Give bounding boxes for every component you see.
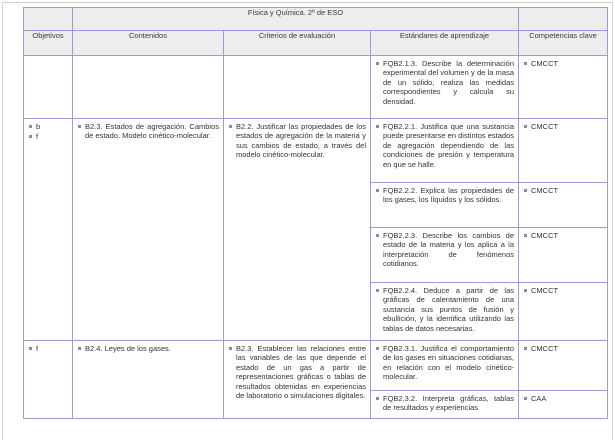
list-item bbox=[523, 59, 603, 68]
cell-estandar-clipped bbox=[371, 391, 519, 419]
objetivo-label: f bbox=[36, 132, 39, 142]
objetivo-label: b bbox=[36, 122, 41, 131]
list-item bbox=[28, 344, 68, 353]
list-item bbox=[28, 132, 68, 141]
estandar-text: FQB2.3.2. Interpreta gráficas, tablas de resultados y experiencias bbox=[383, 394, 514, 413]
estandar-text: FQB2.1.3. Describe la determinación experimental del volumen y de la masa de un sólido, realiza las medidas correspondientes y calcula su densidad. bbox=[383, 59, 514, 106]
list-item bbox=[77, 122, 219, 141]
competencia-label: CMCCT bbox=[531, 186, 559, 195]
list-item bbox=[523, 344, 603, 353]
list-item bbox=[523, 286, 603, 295]
list-item bbox=[375, 122, 514, 169]
cell-criterios bbox=[224, 341, 371, 419]
criterio-text: B2.2. Justificar las propiedades de los estados de agregación de la materia y sus cambios de estado, a través del modelo cinético-molecular. bbox=[236, 122, 366, 160]
bullet-icon bbox=[376, 347, 379, 350]
bullet-icon bbox=[29, 135, 32, 138]
cell-contenidos-empty bbox=[73, 56, 224, 119]
list-item bbox=[228, 344, 366, 400]
curriculum-table bbox=[23, 7, 608, 419]
objetivo-label: f bbox=[36, 344, 39, 353]
column-header-estandares: Estándares de aprendizaje bbox=[371, 31, 519, 56]
cell-estandar bbox=[371, 341, 519, 391]
bullet-icon bbox=[376, 397, 379, 400]
competencia-label: CMCCT bbox=[531, 122, 559, 131]
cell-estandar bbox=[371, 283, 519, 341]
bullet-icon bbox=[376, 125, 379, 128]
cell-competencia bbox=[519, 228, 608, 283]
list-item bbox=[523, 122, 603, 131]
list-item bbox=[375, 286, 514, 333]
bullet-icon bbox=[524, 234, 527, 237]
contenido-text: B2.4. Leyes de los gases. bbox=[85, 344, 171, 353]
cell-estandar bbox=[371, 183, 519, 228]
cell-criterios bbox=[224, 119, 371, 341]
list-item bbox=[28, 122, 68, 131]
cell-objetivos-empty bbox=[24, 56, 73, 119]
column-header-contenidos: Contenidos bbox=[73, 31, 224, 56]
list-item bbox=[375, 231, 514, 269]
list-item bbox=[523, 231, 603, 240]
cell-objetivos bbox=[24, 341, 73, 419]
list-item bbox=[523, 186, 603, 195]
cell-criterios-empty bbox=[224, 56, 371, 119]
estandar-text: FQB2.2.1. Justifica que una sustancia puede presentarse en distintos estados de agregación dependiendo de las condiciones de presión y temperatura en que se halle. bbox=[383, 122, 514, 169]
bullet-icon bbox=[376, 62, 379, 65]
bullet-icon bbox=[524, 347, 527, 350]
estandar-text: FQB2.2.4. Deduce a partir de las gráficas de calentamiento de una sustancia sus puntos de fusión y ebullición, y la identifica utilizando las tablas de datos necesarias. bbox=[383, 286, 514, 333]
bullet-icon bbox=[229, 125, 232, 128]
header-corner-right bbox=[519, 8, 608, 31]
cell-contenidos bbox=[73, 341, 224, 419]
competencia-label: CMCCT bbox=[531, 231, 559, 240]
list-item bbox=[375, 59, 514, 106]
bullet-icon bbox=[524, 289, 527, 292]
bullet-icon bbox=[229, 347, 232, 350]
estandar-text: FQB2.3.1. Justifica el comportamiento de los gases en situaciones cotidianas, en relación con el modelo cinético-molecular. bbox=[383, 344, 514, 382]
cell-estandar bbox=[371, 56, 519, 119]
criterio-text: B2.3. Establecer las relaciones entre las variables de las que depende el estado de un gas a partir de representaciones gráficas o tablas de resultados obtenidas en experiencias de laboratorio o simulaciones digitales. bbox=[236, 344, 366, 401]
contenido-text: B2.3. Estados de agregación. Cambios de estado. Modelo cinético-molecular. bbox=[85, 122, 219, 141]
bullet-icon bbox=[29, 347, 32, 350]
cell-estandar bbox=[371, 119, 519, 183]
cell-competencia bbox=[519, 283, 608, 341]
column-header-criterios: Criterios de evaluación bbox=[224, 31, 371, 56]
bullet-icon bbox=[29, 125, 32, 128]
bullet-icon bbox=[524, 397, 527, 400]
bullet-icon bbox=[376, 234, 379, 237]
column-header-objetivos: Objetivos bbox=[24, 31, 73, 56]
estandar-text: FQB2.2.3. Describe los cambios de estado de la materia y los aplica a la interpretación de fenómenos cotidianos. bbox=[383, 231, 514, 269]
bullet-icon bbox=[524, 125, 527, 128]
bullet-icon bbox=[78, 125, 81, 128]
bullet-icon bbox=[524, 62, 527, 65]
cell-contenidos bbox=[73, 119, 224, 341]
competencia-label: CMCCT bbox=[531, 344, 559, 353]
list-item bbox=[523, 394, 603, 403]
bullet-icon bbox=[524, 189, 527, 192]
cell-competencia bbox=[519, 341, 608, 391]
competencia-label: CMCCT bbox=[531, 286, 559, 295]
cell-objetivos bbox=[24, 119, 73, 341]
bullet-icon bbox=[78, 347, 81, 350]
list-item bbox=[77, 344, 219, 353]
list-item bbox=[375, 344, 514, 382]
cell-competencia bbox=[519, 391, 608, 419]
bullet-icon bbox=[376, 189, 379, 192]
cell-estandar bbox=[371, 228, 519, 283]
table-title: Física y Química. 2º de ESO bbox=[73, 8, 519, 31]
list-item bbox=[375, 186, 514, 205]
header-corner-left bbox=[24, 8, 73, 31]
column-header-competencias: Competencias clave bbox=[519, 31, 608, 56]
list-item bbox=[228, 122, 366, 160]
cell-competencia bbox=[519, 56, 608, 119]
cell-competencia bbox=[519, 119, 608, 183]
competencia-label: CAA bbox=[531, 394, 547, 403]
competencia-label: CMCCT bbox=[531, 59, 559, 68]
cell-competencia bbox=[519, 183, 608, 228]
estandar-text: FQB2.2.2. Explica las propiedades de los gases, los líquidos y los sólidos. bbox=[383, 186, 514, 205]
list-item bbox=[375, 394, 514, 413]
bullet-icon bbox=[376, 289, 379, 292]
